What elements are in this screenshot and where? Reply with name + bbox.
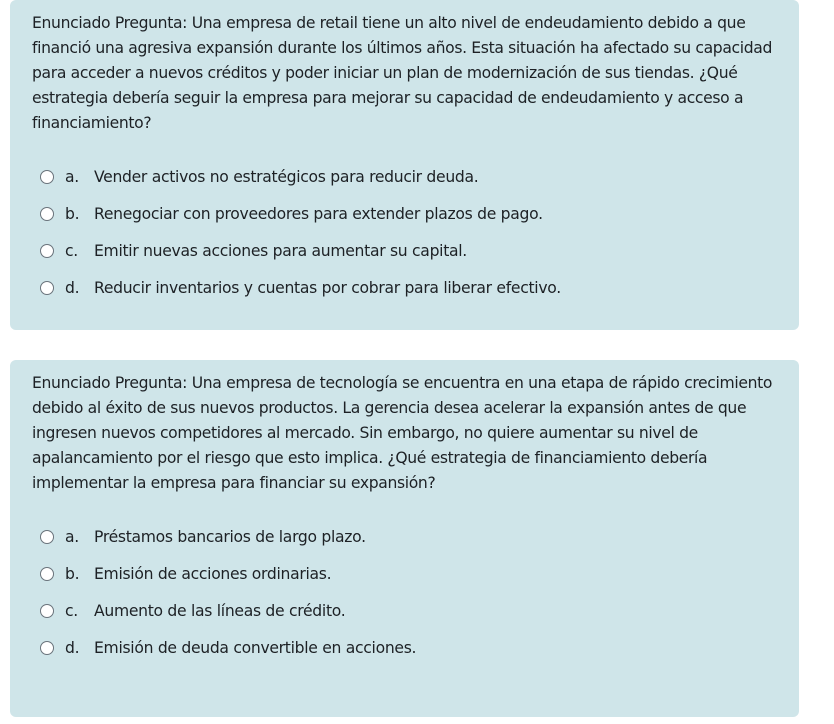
option-letter: d. xyxy=(65,278,80,297)
answer-option-d[interactable] xyxy=(32,629,779,666)
option-text: Renegociar con proveedores para extender plazos de pago. xyxy=(94,204,543,223)
answer-option-c[interactable] xyxy=(32,592,779,629)
question-text: Enunciado Pregunta: Una empresa de retail tiene un alto nivel de endeudamiento debido a que financió una agresiva expansión durante los últimos años. Esta situación ha afectado su capacidad para acceder a nuevos créditos y poder iniciar un plan de modernización de sus tiendas. ¿Qué estrategia debería seguir la empresa para mejorar su capacidad de endeudamiento y acceso a financiamiento? xyxy=(32,14,773,132)
radio-button-icon[interactable] xyxy=(40,281,54,295)
option-letter: c. xyxy=(65,241,78,260)
option-letter: c. xyxy=(65,601,78,620)
option-text: Préstamos bancarios de largo plazo. xyxy=(94,527,366,546)
question-card xyxy=(10,0,799,330)
answer-option-c[interactable] xyxy=(32,232,779,269)
option-text: Emitir nuevas acciones para aumentar su capital. xyxy=(94,241,467,260)
radio-button-icon[interactable] xyxy=(40,207,54,221)
answer-option-b[interactable] xyxy=(32,195,779,232)
option-text: Emisión de deuda convertible en acciones. xyxy=(94,638,417,657)
option-letter: d. xyxy=(65,638,80,657)
radio-button-icon[interactable] xyxy=(40,530,54,544)
answer-option-b[interactable] xyxy=(32,555,779,592)
question-card xyxy=(10,360,799,717)
option-letter: a. xyxy=(65,167,79,186)
radio-button-icon[interactable] xyxy=(40,604,54,618)
radio-button-icon[interactable] xyxy=(40,170,54,184)
option-letter: a. xyxy=(65,527,79,546)
option-text: Vender activos no estratégicos para reducir deuda. xyxy=(94,167,479,186)
option-text: Aumento de las líneas de crédito. xyxy=(94,601,346,620)
answer-option-a[interactable] xyxy=(32,158,779,195)
answer-option-a[interactable] xyxy=(32,518,779,555)
answer-options xyxy=(32,518,779,666)
answer-option-d[interactable] xyxy=(32,269,779,306)
option-text: Emisión de acciones ordinarias. xyxy=(94,564,332,583)
answer-options xyxy=(32,158,779,306)
question-text: Enunciado Pregunta: Una empresa de tecnología se encuentra en una etapa de rápido crecimiento debido al éxito de sus nuevos productos. La gerencia desea acelerar la expansión antes de que ingresen nuevos competidores al mercado. Sin embargo, no quiere aumentar su nivel de apalancamiento por el riesgo que esto implica. ¿Qué estrategia de financiamiento debería implementar la empresa para financiar su expansión? xyxy=(32,374,773,492)
option-letter: b. xyxy=(65,204,80,223)
option-letter: b. xyxy=(65,564,80,583)
option-text: Reducir inventarios y cuentas por cobrar para liberar efectivo. xyxy=(94,278,561,297)
radio-button-icon[interactable] xyxy=(40,244,54,258)
radio-button-icon[interactable] xyxy=(40,567,54,581)
radio-button-icon[interactable] xyxy=(40,641,54,655)
